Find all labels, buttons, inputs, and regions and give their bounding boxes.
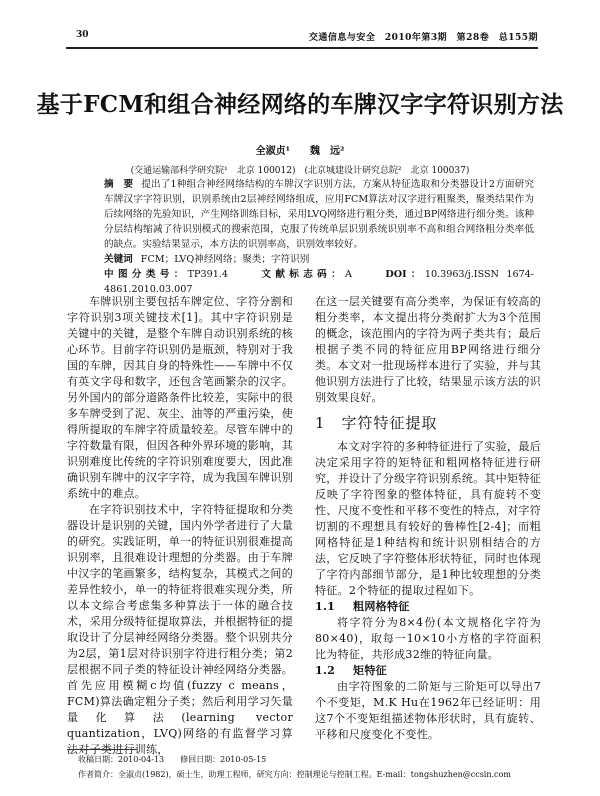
authors: 全淑贞¹ 魏 远² bbox=[255, 146, 345, 157]
subsection-number: 1.2 bbox=[315, 664, 336, 677]
doi-value: 10.3963/j.ISSN 1674-4861.2010.03.007 bbox=[104, 269, 535, 295]
header-rule bbox=[66, 47, 538, 49]
doccode-label: 文献标志码： bbox=[261, 269, 346, 280]
keywords-label: 关键词 bbox=[104, 254, 133, 265]
doccode-value: A bbox=[345, 269, 352, 280]
abstract-text: 提出了1种组合神经网络结构的车牌汉字识别方法，方案从特征选取和分类器设计2方面研究车牌汉字字符识别，识别系统由2层神经网络组成，应用FCM算法对汉字进行粗聚类，聚类结果作为后续网络的先验知识，产生网络训练目标，采用LVQ网络进行粗分类，通过BP网络进行细分类。该种分层结构缩减了待识别模式的搜索范围，克服了传统单层识别系统识别率不高和组合网络粗分类率低的缺点。实验结果显示，本方法的识别率高，识别效率较好。 bbox=[104, 179, 534, 250]
section-number: 1 bbox=[315, 414, 326, 432]
body-paragraph: 将字符分为8×4份(本文规格化字符为80×40)，取每一10×10小方格的字符面积比为特征，共形成32维的特征向量。 bbox=[315, 616, 541, 661]
clc-value: TP391.4 bbox=[187, 269, 228, 280]
abstract-label: 摘 要 bbox=[104, 179, 134, 190]
subsection-title: 粗网格特征 bbox=[353, 600, 410, 613]
keywords: FCM；LVQ神经网络；聚类；字符识别 bbox=[140, 254, 310, 265]
right-column bbox=[315, 294, 541, 743]
subsection-number: 1.1 bbox=[315, 600, 336, 613]
left-column bbox=[67, 294, 293, 758]
body-paragraph: 本文对字符的多种特征进行了实验，最后决定采用字符的矩特征和粗网格特征进行研究，并设计了分级字符识别系统。其中矩特征反映了字符图象的整体特征，具有旋转不变性、尺度不变性和平移不变性的特点，对字符切割的不理想具有较好的鲁棒性[2-4]；而粗网格特征是1种结构和统计识别相结合的方法，它反映了字符整体形状特征，同时也体现了字符内部细节部分，是1种比较理想的分类特征。2个特征的提取过程如下。 bbox=[315, 440, 541, 597]
body-paragraph: 在字符识别技术中，字符特征提取和分类器设计是识别的关键，国内外学者进行了大量的研究。实践证明，单一的特征识别很难提高识别率，且很难设计理想的分类器。由于车牌中汉字的笔画繁多，结构复杂，其模式之间的差异性较小，单一的特征将很难实现分类，所以本文综合考虑集多种算法于一体的融合技术，采用分级特征提取算法，并根据特征的提取设计了分层神经网络分类器。整个识别共分为2层，第1层对待识别字符进行粗分类；第2层根据不同子类的特征设计神经网络分类器。首先应用模糊c均值(fuzzy c means，FCM)算法确定粗分子类；然后利用学习矢量量化算法(learning vector quantization，LVQ)网络的有监督学习算法对子类进行训练， bbox=[67, 503, 293, 756]
footnote-received: 收稿日期：2010-04-13 修回日期：2010-05-15 bbox=[78, 755, 267, 764]
abstract-block bbox=[104, 177, 534, 297]
affiliations: (交通运输部科学研究院¹ 北京 100012) (北京城建设计研究总院² 北京 100037) bbox=[130, 166, 470, 176]
clc-label: 中图分类号： bbox=[104, 269, 188, 280]
subsection-heading bbox=[315, 599, 541, 615]
subsection-title: 矩特征 bbox=[353, 664, 387, 677]
body-paragraph: 在这一层关键要有高分类率，为保证有较高的粗分类率，本文提出将分类耐扩大为3个范围的概念，该范围内的字符为两子类共有；最后根据子类不同的特征应用BP网络进行细分类。本文对一批现场样本进行了实验，并与其他识别方法进行了比较，结果显示该方法的识别效果良好。 bbox=[315, 295, 541, 404]
paper-title: 基于FCM和组合神经网络的车牌汉字字符识别方法 bbox=[36, 91, 564, 118]
journal-info: 交通信息与安全 2010年第3期 第28卷 总155期 bbox=[308, 33, 538, 43]
doi-label: DOI： bbox=[385, 269, 425, 280]
page-number: 30 bbox=[76, 30, 89, 40]
section-title: 字符特征提取 bbox=[341, 414, 438, 432]
body-paragraph: 车牌识别主要包括车牌定位、字符分割和字符识别3项关键技术[1]。其中字符识别是关键中的关键，是整个车牌自动识别系统的核心环节。目前字符识别仍是瓶颈，特别对于我国的车牌，因其自身的特殊性——车牌中不仅有英文字母和数字，还包含笔画繁杂的汉字。另外国内的部分道路条件比较差，实际中的很多车牌受到了泥、灰尘、油等的严重污染，使得所提取的车牌字符质量较差。尽管车牌中的字符数量有限，但因各种外界环境的影响，其识别难度比传统的字符识别难度要大，因此准确识别车牌中的汉字字符，成为我国车牌识别系统中的难点。 bbox=[67, 295, 293, 500]
body-paragraph: 由字符图象的二阶矩与三阶矩可以导出7个不变矩，M.K Hu在1962年已经证明：用这7个不变矩组描述物体形状时，具有旋转、平移和尺度变化不变性。 bbox=[315, 680, 541, 741]
running-header bbox=[66, 30, 538, 44]
footnote-rule bbox=[67, 749, 137, 750]
footnote-author-bio: 作者简介：全淑贞(1982)，硕士生，助理工程师，研究方向：控制理论与控制工程。E-mail：tongshuzhen@ccsin.com bbox=[78, 770, 511, 779]
section-heading bbox=[315, 413, 541, 433]
subsection-heading bbox=[315, 663, 541, 679]
